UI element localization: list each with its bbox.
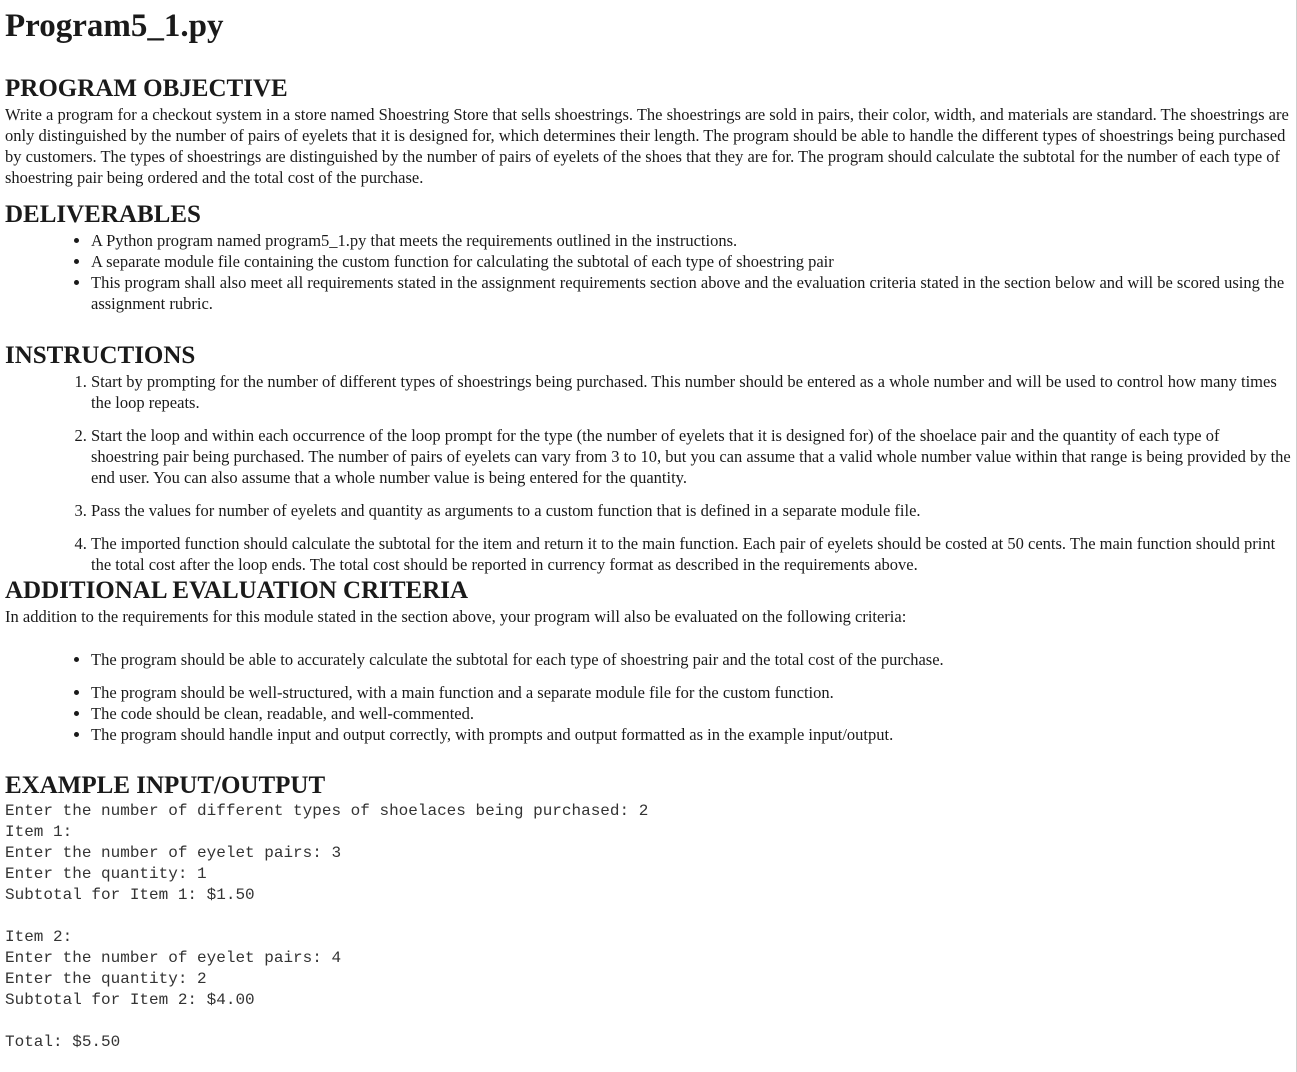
criteria-item: • The program should handle input and output correctly, with prompts and output formatted as in the example input/output.: [91, 724, 1291, 745]
deliverables-list: [5, 230, 1291, 314]
example-section: [5, 771, 1291, 1053]
criteria-item: • The program should be well-structured, with a main function and a separate module file for the custom function.: [91, 682, 1291, 703]
instruction-step: 4. The imported function should calculate the subtotal for the item and return it to the main function. Each pair of eyelets should be costed at 50 cents. The main function should print the total cost after the loop ends. The total cost should be reported in currency format as described in the requirements above.: [91, 533, 1291, 575]
deliverables-section: [5, 200, 1291, 314]
additional-criteria-section: [5, 576, 1291, 745]
instructions-heading: INSTRUCTIONS: [5, 342, 196, 369]
example-heading: EXAMPLE INPUT/OUTPUT: [5, 772, 326, 799]
page-title: Program5_1.py: [5, 8, 224, 44]
additional-criteria-intro: In addition to the requirements for this module stated in the section above, your program will also be evaluated on the following criteria:: [5, 607, 907, 626]
objective-section: [5, 74, 1291, 188]
instructions-section: [5, 341, 1291, 575]
instruction-step: 3. Pass the values for number of eyelets and quantity as arguments to a custom function that is defined in a separate module file.: [91, 500, 1291, 521]
objective-text: Write a program for a checkout system in a store named Shoestring Store that sells shoestrings. The shoestrings are sold in pairs, their color, width, and materials are standard. The shoestrings are only distinguished by the number of pairs of eyelets that it is designed for, which determines their length. The program should be able to handle the different types of shoestrings being purchased by customers. The types of shoestrings are distinguished by the number of pairs of eyelets of the shoes that they are for. The program should calculate the subtotal for the number of each type of shoestring pair being ordered and the total cost of the purchase.: [5, 105, 1289, 187]
deliverable-item: • A separate module file containing the custom function for calculating the subtotal of each type of shoestring pair: [91, 251, 1291, 272]
additional-criteria-heading: ADDITIONAL EVALUATION CRITERIA: [5, 577, 469, 604]
instruction-step: 1. Start by prompting for the number of different types of shoestrings being purchased. This number should be entered as a whole number and will be used to control how many times the loop repeats.: [91, 371, 1291, 413]
deliverable-item: • This program shall also meet all requirements stated in the assignment requirements section above and the evaluation criteria stated in the section below and will be scored using the assignment rubric.: [91, 272, 1291, 314]
criteria-item: • The program should be able to accurately calculate the subtotal for each type of shoestring pair and the total cost of the purchase.: [91, 649, 1291, 670]
instructions-list: [5, 371, 1291, 575]
criteria-list: [5, 649, 1291, 745]
example-code-block: Enter the number of different types of shoelaces being purchased: 2 Item 1: Enter the number of eyelet pairs: 3 Enter the quantity: 1 Subtotal for Item 1: $1.50 Item 2: Enter the number of eyelet pairs: 4 Enter the quantity: 2 Subtotal for Item 2: $4.00 Total: $5.50: [5, 802, 649, 1051]
instruction-step: 2. Start the loop and within each occurrence of the loop prompt for the type (the number of eyelets that it is designed for) of the shoelace pair and the quantity of each type of shoestring pair being purchased. The number of pairs of eyelets can vary from 3 to 10, but you can assume that a valid whole number value within that range is being provided by the end user. You can also assume that a whole number value is being entered for the quantity.: [91, 425, 1291, 488]
objective-heading: PROGRAM OBJECTIVE: [5, 75, 288, 102]
criteria-item: • The code should be clean, readable, and well-commented.: [91, 703, 1291, 724]
deliverable-item: • A Python program named program5_1.py that meets the requirements outlined in the instructions.: [91, 230, 1291, 251]
deliverables-heading: DELIVERABLES: [5, 201, 201, 228]
